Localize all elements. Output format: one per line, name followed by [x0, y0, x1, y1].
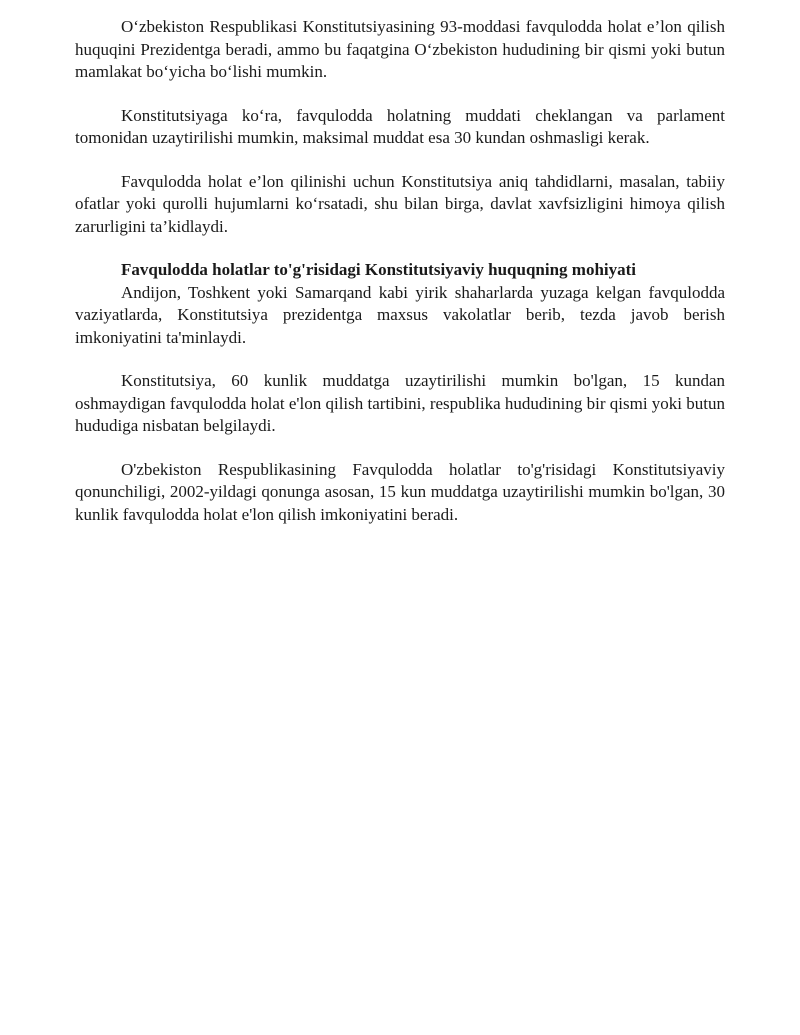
paragraph-2002-law: O'zbekiston Respublikasining Favqulodda holatlar to'g'risidagi Konstitutsiyaviy qonunchiligi, 2002-yildagi qonunga asosan, 15 kun muddatga uzaytirilishi mumkin bo'lgan, 30 kunlik favqulodda holat e'lon qilish imkoniyatini beradi.	[75, 459, 725, 524]
paragraph-declaration-procedure: Konstitutsiya, 60 kunlik muddatga uzaytirilishi mumkin bo'lgan, 15 kundan oshmaydigan favqulodda holat e'lon qilish tartibini, respublika hududining bir qismi yoki butun hududiga nisbatan belgilaydi.	[75, 371, 725, 435]
section-heading: Favqulodda holatlar to'g'risidagi Konstitutsiyaviy huquqning mohiyati	[121, 260, 637, 279]
paragraph-article-93: O‘zbekiston Respublikasi Konstitutsiyasining 93-moddasi favqulodda holat e’lon qilish huquqini Prezidentga beradi, ammo bu faqatgina O‘zbekiston hududining bir qismi yoki butun mamlakat bo‘yicha bo‘lishi mumkin.	[75, 17, 725, 81]
paragraph-duration-limit: Konstitutsiyaga ko‘ra, favqulodda holatning muddati cheklangan va parlament tomonidan uzaytirilishi mumkin, maksimal muddat esa 30 kundan oshmasligi kerak.	[75, 105, 725, 147]
paragraph-threats: Favqulodda holat e’lon qilinishi uchun Konstitutsiya aniq tahdidlarni, masalan, tabiiy ofatlar yoki qurolli hujumlarni ko‘rsatadi, shu bilan birga, davlat xavfsizligini himoya qilish zarurligini ta’kidlaydi.	[75, 171, 725, 236]
paragraph-major-cities: Andijon, Toshkent yoki Samarqand kabi yirik shaharlarda yuzaga kelgan favqulodda vaziyatlarda, Konstitutsiya prezidentga maxsus vakolatlar berib, tezda javob berish imkoniyatini ta'minlaydi.	[75, 282, 725, 347]
